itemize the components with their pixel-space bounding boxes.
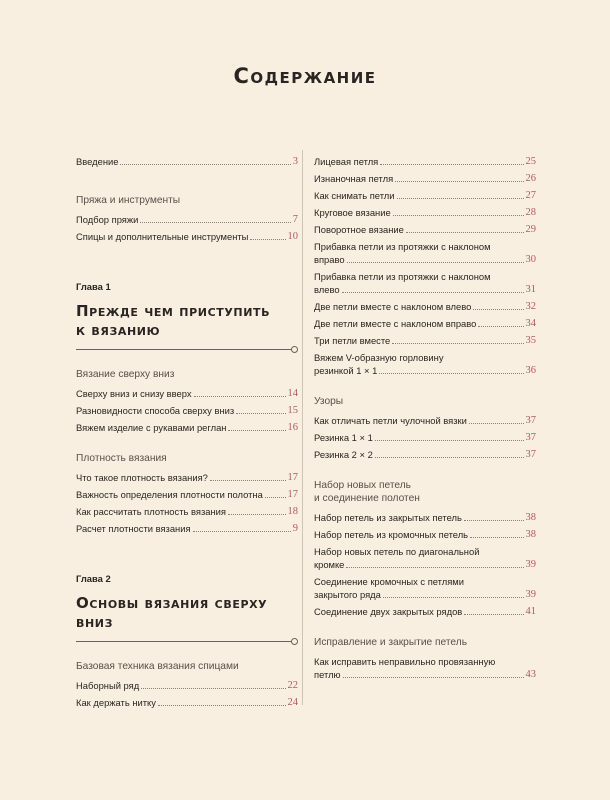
toc-entry[interactable]: Соединение двух закрытых рядов 41 [314, 606, 536, 617]
chapter-rule [76, 638, 298, 646]
section-heading: Исправление и закрытие петель [314, 637, 467, 648]
section-heading: Базовая техника вязания спицами [76, 661, 239, 672]
section-heading-yarn: Пряжа и инструменты [76, 195, 181, 206]
toc-entry[interactable]: Как рассчитать плотность вязания 18 [76, 506, 298, 517]
chapter-rule [76, 346, 298, 354]
toc-entry[interactable]: Изнаночная петля 26 [314, 173, 536, 184]
toc-entry-multiline[interactable]: Набор новых петель по диагональной кромке 39 [314, 546, 536, 570]
section-heading: Вязание сверху вниз [76, 369, 175, 380]
toc-entry-multiline[interactable]: Вяжем V-образную горловину резинкой 1 × 1 36 [314, 352, 536, 376]
toc-entry[interactable]: Круговое вязание 28 [314, 207, 536, 218]
toc-entry[interactable]: Две петли вместе с наклоном вправо 34 [314, 318, 536, 329]
toc-entry[interactable]: Как отличать петли чулочной вязки 37 [314, 415, 536, 426]
toc-entry-multiline[interactable]: Как исправить неправильно провязанную петлю 43 [314, 656, 536, 680]
chapter-label: Глава 2 [76, 573, 111, 584]
toc-entry[interactable]: Набор петель из кромочных петель 38 [314, 529, 536, 540]
toc-entry[interactable]: Резинка 2 × 2 37 [314, 449, 536, 460]
section-heading: Набор новых петель и соединение полотен [314, 480, 420, 504]
right-column [314, 155, 536, 685]
toc-entry-multiline[interactable]: Соединение кромочных с петлями закрытого ряда 39 [314, 576, 536, 600]
toc-entry[interactable]: Спицы и дополнительные инструменты 10 [76, 231, 298, 242]
chapter-title: Прежде чем приступить к вязанию [76, 302, 271, 339]
chapter-title: Основы вязания сверху вниз [76, 594, 268, 631]
toc-entry[interactable]: Поворотное вязание 29 [314, 224, 536, 235]
toc-entry[interactable]: Что такое плотность вязания? 17 [76, 472, 298, 483]
page-title: Содержание [233, 64, 377, 88]
toc-entry[interactable]: Сверху вниз и снизу вверх 14 [76, 388, 298, 399]
toc-entry[interactable]: Лицевая петля 25 [314, 156, 536, 167]
toc-entry[interactable]: Подбор пряжи 7 [76, 214, 298, 225]
left-column [76, 155, 298, 713]
toc-entry[interactable]: Вяжем изделие с рукавами реглан 16 [76, 422, 298, 433]
toc-entry-multiline[interactable]: Прибавка петли из протяжки с наклоном влево 31 [314, 271, 536, 295]
toc-entry-intro[interactable]: Введение 3 [76, 156, 298, 167]
toc-entry-multiline[interactable]: Прибавка петли из протяжки с наклоном вправо 30 [314, 241, 536, 265]
toc-entry[interactable]: Как снимать петли 27 [314, 190, 536, 201]
toc-entry[interactable]: Расчет плотности вязания 9 [76, 523, 298, 534]
toc-entry[interactable]: Важность определения плотности полотна 17 [76, 489, 298, 500]
toc-entry[interactable]: Три петли вместе 35 [314, 335, 536, 346]
toc-entry[interactable]: Разновидности способа сверху вниз 15 [76, 405, 298, 416]
column-divider [302, 150, 303, 705]
section-heading: Плотность вязания [76, 453, 167, 464]
chapter-label: Глава 1 [76, 281, 111, 292]
toc-entry[interactable]: Как держать нитку 24 [76, 697, 298, 708]
toc-entry[interactable]: Резинка 1 × 1 37 [314, 432, 536, 443]
toc-entry[interactable]: Наборный ряд 22 [76, 680, 298, 691]
toc-entry[interactable]: Набор петель из закрытых петель 38 [314, 512, 536, 523]
toc-entry[interactable]: Две петли вместе с наклоном влево 32 [314, 301, 536, 312]
section-heading: Узоры [314, 396, 344, 407]
